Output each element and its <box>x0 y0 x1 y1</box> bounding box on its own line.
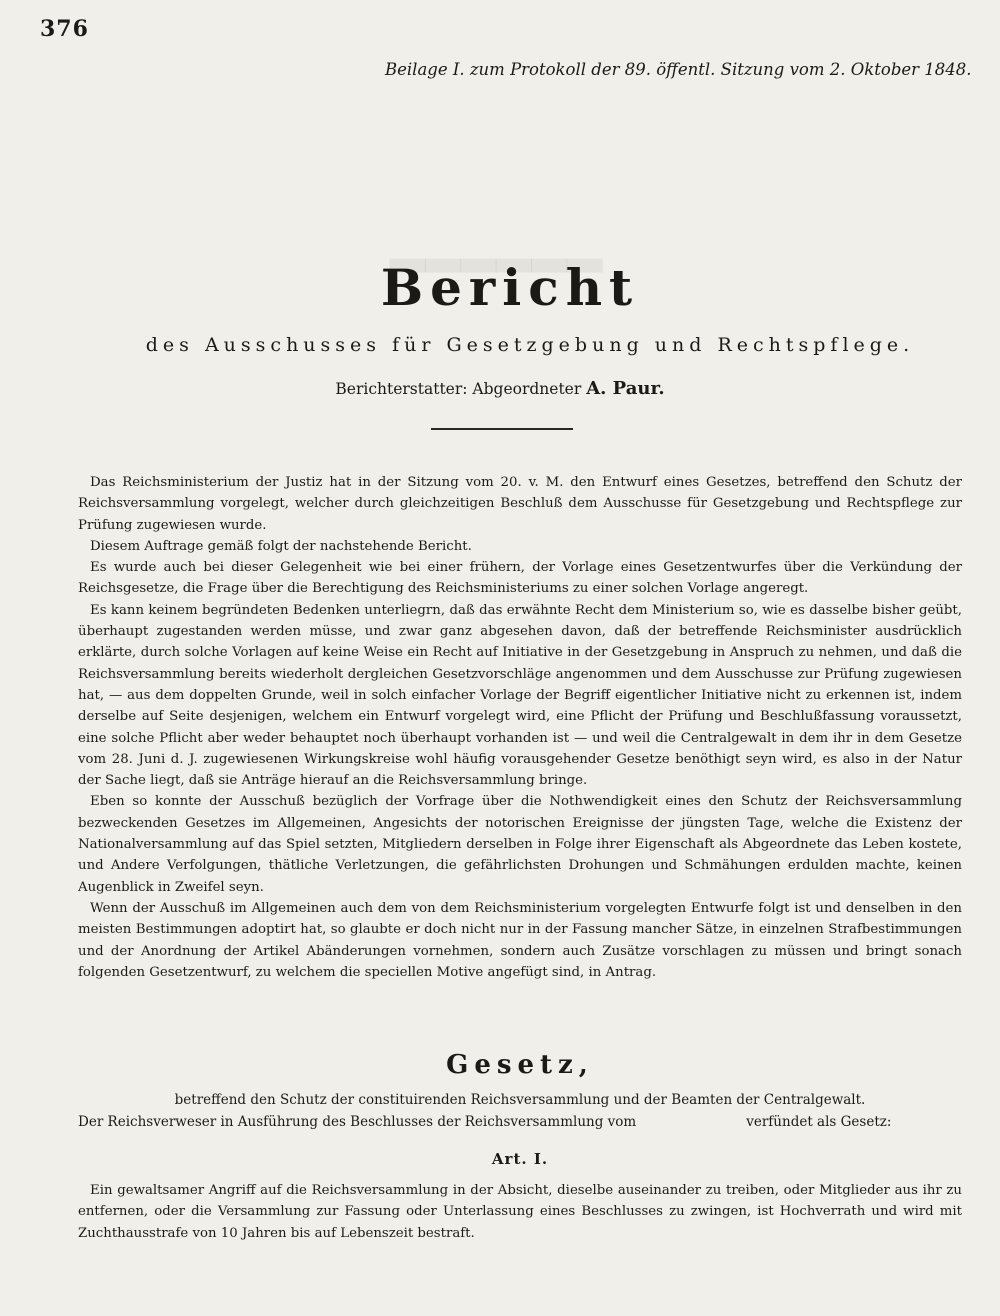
article-paragraph: Ein gewaltsamer Angriff auf die Reichsversammlung in der Absicht, dieselbe auseinander zu treiben, oder Mitglieder aus ihr zu entfernen, oder die Versammlung zur Fassung oder Unterlassung eines Beschlusses zu zwingen, ist Hochverrath und wird mit Zuchthausstrafe von 10 Jahren bis auf Lebenszeit bestraft. <box>78 1183 962 1241</box>
reporter-name: A. Paur. <box>586 378 665 399</box>
paragraph: Wenn der Ausschuß im Allgemeinen auch dem von dem Reichsministerium vorgelegten Entwurfe folgt ist und denselben in den meisten Bestimmungen adoptirt hat, so glaubte er doch nicht nur in der Fassung mancher Sätze, in einzelnen Strafbestimmungen und der Anordnung der Artikel Abänderungen vornehmen, sondern auch Zusätze vorschlagen zu müssen und bringt sonach folgenden Gesetzentwurf, zu welchem die speciellen Motive angefügt sind, in Antrag. <box>78 900 962 980</box>
bleed-through-title: ▂▂▂▂▂▂ <box>390 218 603 272</box>
report-body <box>78 472 962 983</box>
promulgation-end: verfündet als Gesetz: <box>746 1114 892 1130</box>
law-subtitle: betreffend den Schutz der constituirenden Reichsversammlung und der Beamten der Centralgewalt. <box>174 1092 866 1108</box>
paragraph: Es kann keinem begründeten Bedenken unterliegrn, daß das erwähnte Recht dem Ministerium so, wie es dasselbe bisher geübt, überhaupt zugestanden werden müsse, und zwar ganz abgesehen davon, daß der betreffende Reichsminister ausdrücklich erklärte, durch solche Vorlagen auf keine Weise ein Recht auf Initiative in der Gesetzgebung in Anspruch zu nehmen, und daß die Reichsversammlung bereits wiederholt dergleichen Gesetzvorschläge angenommen und dem Ausschusse zur Prüfung zugewiesen hat, — aus dem doppelten Grunde, weil in solch einfacher Vorlage der Begriff eigentlicher Initiative nicht zu erkennen ist, indem derselbe auf Seite desjenigen, welchem ein Entwurf vorgelegt wird, eine Pflicht der Prüfung und Beschlußfassung voraussetzt, eine solche Pflicht aber weder behauptet noch überhaupt vorhanden ist — und weil die Centralgewalt in dem ihr in dem Gesetze vom 28. Juni d. J. zugewiesenen Wirkungskreise wohl häufig vorausgehender Gesetze benöthigt seyn wird, es also in der Natur der Sache liegt, daß sie Anträge hierauf an die Reichsversammlung bringe. <box>78 602 962 789</box>
paragraph: Es wurde auch bei dieser Gelegenheit wie bei einer frühern, der Vorlage eines Gesetzentwurfes über die Verkündung der Reichsgesetze, die Frage über die Berechtigung des Reichsministeriums zu einer solchen Vorlage angeregt. <box>78 560 962 597</box>
header-line: Beilage I. zum Protokoll der 89. öffentl. Sitzung vom 2. Oktober 1848. <box>385 60 972 79</box>
promulgation-start: Der Reichsverweser in Ausführung des Beschlusses der Reichsversammlung vom <box>78 1114 637 1130</box>
paragraph: Diesem Auftrage gemäß folgt der nachstehende Bericht. <box>90 538 472 554</box>
paragraph: Eben so konnte der Ausschuß bezüglich der Vorfrage über die Nothwendigkeit eines den Schutz der Reichsversammlung bezweckenden Gesetzes im Allgemeinen, Angesichts der notorischen Ereignisse der jüngsten Tage, welche die Existenz der Nationalversammlung auf das Spiel setzten, Mitgliedern derselben in Folge ihrer Eigenschaft als Abgeordnete das Leben kostete, und Andere Verfolgungen, thätliche Verletzungen, die gefährlichsten Drohungen und Schmähungen erdulden machte, keinen Augenblick in Zweifel seyn. <box>78 794 962 895</box>
reporter-label: Berichterstatter: Abgeordneter <box>335 380 582 398</box>
paragraph: Das Reichsministerium der Justiz hat in der Sitzung vom 20. v. M. den Entwurf eines Gesetzes, betreffend den Schutz der Reichsversammlung vorgelegt, welcher durch gleichzeitigen Beschluß dem Ausschusse für Gesetzgebung und Rechtspflege zur Prüfung zugewiesen wurde. <box>78 475 962 533</box>
document-subtitle: des Ausschusses für Gesetzgebung und Rechtspflege. <box>145 334 915 356</box>
document-title: Bericht <box>380 258 640 317</box>
article-title: Art. I. <box>491 1150 549 1168</box>
law-title: Gesetz, <box>446 1050 594 1080</box>
article-text <box>78 1180 962 1244</box>
page-number: 376 <box>40 16 89 42</box>
promulgation-line <box>78 1114 962 1130</box>
reporter-line <box>0 378 1000 399</box>
title-divider <box>431 428 573 430</box>
